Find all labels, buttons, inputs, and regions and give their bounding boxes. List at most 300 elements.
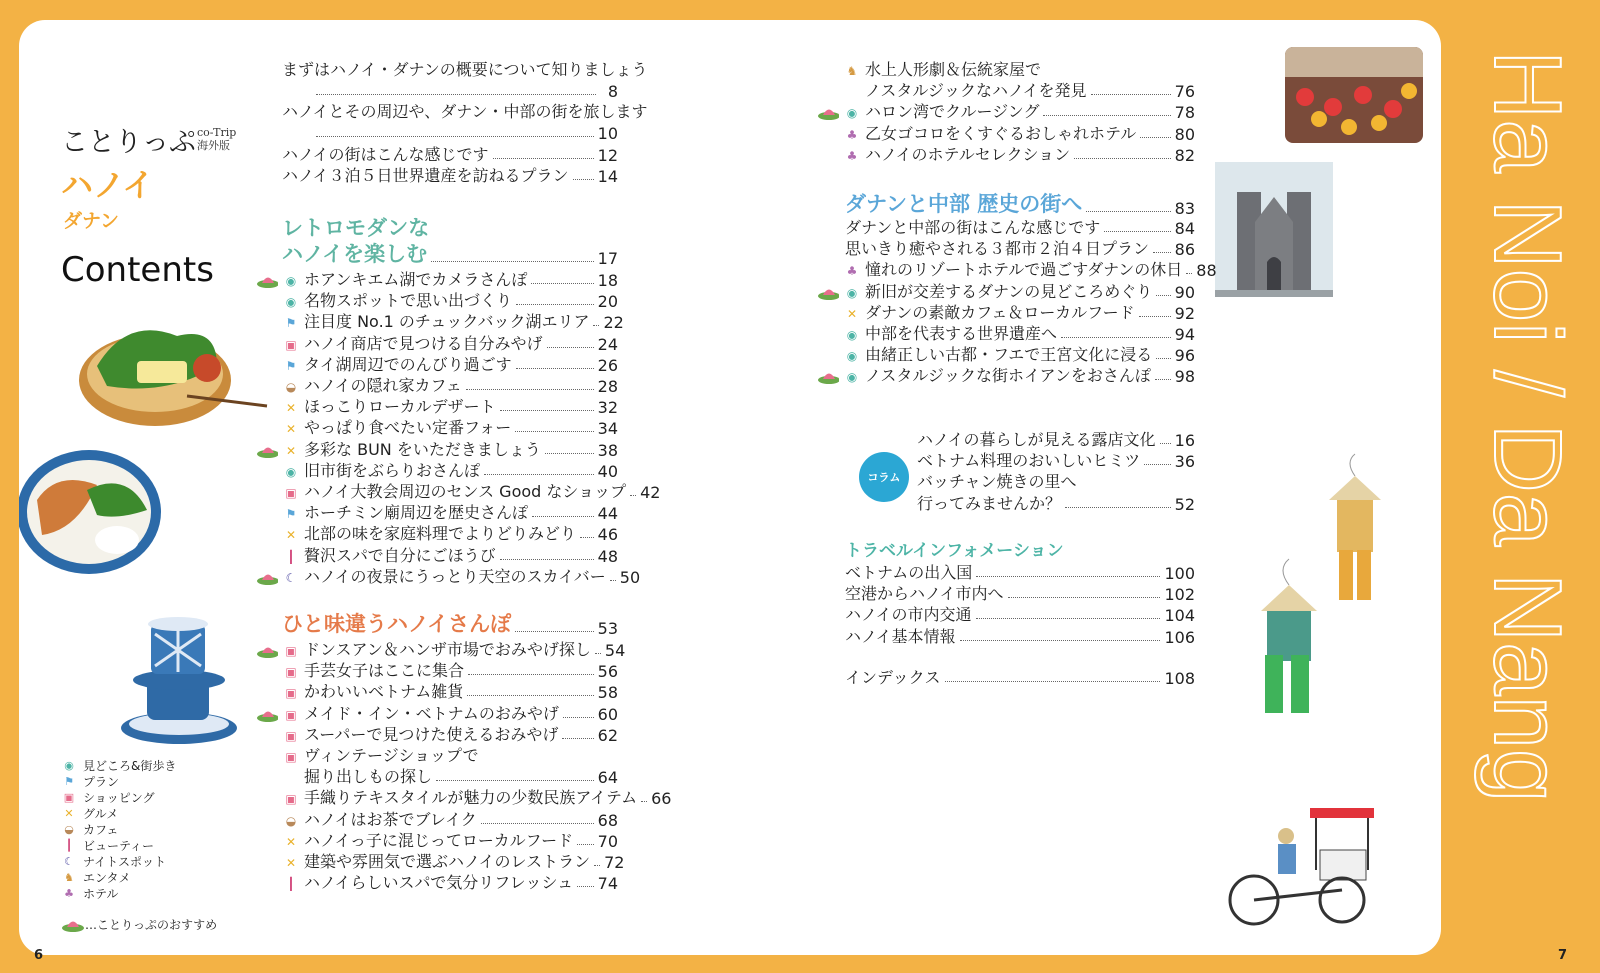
dot-leader: [960, 640, 1161, 641]
toc-entry-page: 102: [1164, 585, 1195, 605]
toc-entry-page: 48: [597, 546, 618, 566]
dot-leader: [547, 347, 594, 348]
bottle-icon: ┃: [287, 549, 295, 564]
toc-entry-page: 46: [597, 525, 618, 545]
section1-title-line2: ハノイを楽しむ: [282, 242, 428, 266]
toc-entry-page: 96: [1174, 346, 1195, 366]
toc-entry-page: 104: [1164, 606, 1195, 626]
puppet-icon: ♞: [64, 870, 74, 884]
toc-entry-title: ハノイ商店で見つける自分みやげ: [304, 333, 543, 353]
dot-leader: [515, 431, 593, 432]
toc-entry-title: 乙女ゴコロをくすぐるおしゃれホテル: [865, 123, 1137, 143]
toc-entry-page: 14: [597, 167, 618, 186]
dot-leader: [493, 158, 594, 159]
dot-leader: [563, 717, 594, 718]
toc-entry: [304, 461, 618, 481]
puppet-icon: ♞: [846, 64, 858, 78]
dot-leader: [594, 865, 600, 866]
toc-entry-page: 98: [1174, 367, 1195, 387]
dot-leader: [976, 618, 1161, 619]
toc-entry-page: 20: [597, 292, 618, 312]
toc-entry-page: 52: [1174, 494, 1195, 514]
camera-icon: ◉: [846, 328, 858, 342]
bottle-icon: ┃: [287, 877, 295, 892]
dot-leader: [641, 801, 647, 802]
dot-leader: [1008, 597, 1161, 598]
toc-entry: [845, 563, 1195, 583]
legend-label: グルメ: [83, 806, 119, 821]
toc-entry-title: ハノイ基本情報: [845, 626, 956, 646]
fork-spoon-icon: ✕: [285, 443, 297, 458]
section1-title-line1: レトロモダンな: [282, 216, 430, 240]
toc-entry: [304, 682, 618, 702]
toc-entry-title: ノスタルジックな街ホイアンをおさんぽ: [865, 366, 1151, 386]
toc-entry-page: 28: [597, 377, 618, 396]
toc-entry: [304, 376, 618, 396]
cup-icon: ◒: [285, 813, 297, 828]
toc-entry: [845, 605, 1195, 625]
dot-leader: [577, 886, 594, 887]
flag-icon: ⚑: [64, 774, 74, 788]
toc-entry-title: ほっこりローカルデザート: [304, 397, 496, 417]
toc-entry-page: 24: [597, 334, 618, 354]
toc-entry: [304, 704, 618, 724]
dot-leader: [484, 474, 594, 475]
dot-leader: [593, 325, 599, 326]
toc-entry-title: ダナンの素敵カフェ＆ローカルフード: [865, 302, 1135, 322]
toc-entry-title: ハノイの市内交通: [845, 605, 972, 625]
toc-entry: [304, 482, 661, 502]
cathedral-photo: [1215, 162, 1333, 297]
toc-entry-title: かわいいベトナム雑貨: [304, 682, 464, 702]
toc-entry: [304, 418, 618, 438]
toc-entry: [845, 218, 1195, 238]
contents-heading: Contents: [61, 250, 214, 290]
dot-leader: [1144, 464, 1170, 465]
dot-leader: [945, 681, 1161, 682]
dot-leader: [436, 780, 594, 781]
brand-block: [61, 120, 237, 159]
fork-spoon-icon: ✕: [846, 306, 858, 321]
legend-label: 見どころ&街歩き: [83, 758, 177, 773]
toc-entry: [304, 746, 618, 766]
bag-icon: ▣: [285, 486, 297, 500]
toc-entry-title: ハノイの街はこんな感じです: [282, 145, 489, 164]
toc-entry: [865, 124, 1195, 144]
toc-entry: [865, 102, 1195, 122]
toc-entry: [304, 767, 618, 787]
bag-icon: ▣: [285, 644, 297, 658]
dot-leader: [431, 261, 594, 262]
toc-entry-title: ホーチミン廟周辺を歴史さんぽ: [304, 503, 529, 523]
lotus-icon: [817, 106, 839, 120]
dot-leader: [630, 495, 636, 496]
dot-leader: [531, 283, 593, 284]
toc-entry: [865, 145, 1195, 165]
toc-entry-page: 88: [1196, 261, 1217, 281]
column-badge: コラム: [859, 452, 909, 502]
toc-entry: [304, 440, 618, 460]
toc-entry-title: 行ってみませんか？: [917, 493, 1062, 513]
toc-entry-title: ハノイはお茶でブレイク: [304, 809, 477, 829]
toc-entry-page: 36: [1174, 452, 1195, 472]
section2-title-row: [282, 610, 618, 638]
dot-leader: [1160, 443, 1171, 444]
legend-item: [61, 789, 176, 805]
toc-entry-page: 54: [604, 641, 626, 660]
dot-leader: [1061, 337, 1171, 338]
toc-entry-page: 22: [603, 313, 624, 333]
bag-icon: ▣: [285, 665, 297, 680]
toc-entry: [304, 566, 641, 587]
lotus-icon: [817, 370, 839, 384]
moon-icon: ☾: [64, 854, 74, 868]
legend-item: [61, 837, 176, 853]
dot-leader: [1186, 273, 1192, 274]
toc-entry-title: ハノイ３泊５日世界遺産を訪ねるプラン: [282, 166, 569, 185]
dot-leader: [610, 580, 616, 581]
dot-leader: [1065, 507, 1171, 508]
camera-icon: ◉: [64, 758, 74, 772]
dot-leader: [316, 94, 596, 95]
lotus-icon: [256, 708, 278, 722]
toc-entry-page: 32: [597, 398, 618, 418]
toc-entry: [282, 145, 618, 165]
bag-icon: ▣: [285, 686, 297, 701]
legend-label: ホテル: [83, 886, 119, 901]
ao-dai-ornament-2: [1237, 555, 1327, 725]
toc-entry: [917, 472, 1195, 492]
toc-entry-title: 手織りテキスタイルが魅力の少数民族アイテム: [304, 788, 638, 808]
toc-entry-title: 手芸女子はここに集合: [304, 661, 465, 681]
toc-entry-title: ホアンキエム湖でカメラさんぽ: [304, 270, 528, 289]
fork-spoon-icon: ✕: [285, 401, 297, 416]
toc-entry-title: バッチャン焼きの里へ: [917, 472, 1077, 492]
section2-page: 53: [597, 619, 618, 638]
toc-entry: [304, 334, 618, 354]
toc-entry-title: 憧れのリゾートホテルで過ごすダナンの休日: [865, 260, 1183, 280]
legend-label: ナイトスポット: [83, 854, 167, 869]
toc-entry: [304, 397, 618, 417]
toc-entry-title: ハノイのホテルセレクション: [865, 144, 1071, 164]
toc-entry: [865, 81, 1195, 101]
dot-leader: [481, 823, 594, 824]
toc-entry: [304, 524, 618, 544]
dot-leader: [1140, 137, 1170, 138]
toc-entry-title: 旧市街をぶらりおさんぽ: [304, 460, 481, 480]
toc-entry: [304, 503, 618, 523]
toc-entry: [304, 810, 618, 830]
toc-entry-page: 62: [597, 725, 618, 745]
dot-leader: [1091, 94, 1171, 95]
toc-entry-page: 74: [597, 874, 618, 894]
dot-leader: [466, 389, 594, 390]
lotus-icon: [817, 286, 839, 300]
camera-icon: ◉: [846, 285, 858, 300]
toc-entry-title: 注目度 No.1 のチュックバック湖エリア: [304, 312, 590, 332]
toc-entry-title: ハノイの隠れ家カフェ: [304, 376, 462, 395]
coffee-cup-photo: [117, 610, 247, 750]
lotus-icon: [256, 571, 278, 585]
toc-entry: [845, 239, 1195, 259]
toc-entry-title: ダナンと中部の街はこんな感じです: [845, 218, 1101, 237]
toc-entry: [304, 355, 618, 375]
toc-entry-page: 106: [1164, 627, 1195, 647]
toc-entry-title: 空港からハノイ市内へ: [845, 584, 1004, 604]
toc-entry-page: 84: [1174, 219, 1195, 238]
toc-entry-title: ベトナムの出入国: [845, 563, 973, 582]
page-number-left: 6: [34, 948, 44, 963]
toc-entry-page: 38: [597, 440, 618, 460]
toc-entry: [917, 451, 1195, 471]
camera-icon: ◉: [285, 464, 297, 479]
toc-entry-title: メイド・イン・ベトナムのおみやげ: [304, 703, 559, 723]
legend-label: ビューティー: [83, 838, 155, 853]
toc-entry-page: 86: [1174, 240, 1195, 260]
bag-icon: ▣: [285, 728, 297, 743]
fork-spoon-icon: ✕: [285, 422, 297, 437]
cyclo-photo: [1224, 800, 1399, 930]
toc-entry-page: 78: [1174, 103, 1195, 123]
legend-label: ショッピング: [83, 790, 155, 805]
toc-entry: [845, 627, 1195, 647]
toc-entry: [304, 852, 625, 872]
legend-item: [61, 853, 176, 869]
toc-entry-page: 76: [1174, 82, 1195, 102]
dot-leader: [577, 844, 594, 845]
section1-title-row: [282, 240, 618, 268]
toc-entry-title: 中部を代表する世界遺産へ: [865, 324, 1058, 343]
logo-sub: [197, 126, 236, 152]
dot-leader: [1139, 316, 1171, 317]
moon-icon: ☾: [285, 570, 297, 585]
toc-entry-title: ハノイ大教会周辺のセンス Good なショップ: [304, 482, 627, 501]
toc-entry: [304, 312, 624, 333]
toc-entry-title: 新旧が交差するダナンの見どころめぐり: [865, 281, 1153, 301]
toc-entry-page: 56: [597, 662, 618, 682]
legend-item: [61, 885, 176, 901]
toc-entry-page: 64: [597, 768, 618, 788]
lantern-street-photo: [1285, 47, 1423, 143]
toc-entry: [917, 494, 1195, 514]
fork-spoon-icon: ✕: [285, 856, 297, 870]
dot-leader: [545, 453, 594, 454]
fork-spoon-icon: ✕: [285, 834, 297, 849]
fork-spoon-icon: ✕: [285, 528, 297, 543]
toc-entry-title: ベトナム料理のおいしいヒミツ: [917, 451, 1141, 471]
cup-icon: ◒: [64, 822, 74, 836]
dot-leader: [595, 653, 601, 654]
toc-entry: [304, 788, 672, 809]
toc-entry-page: 40: [597, 461, 618, 481]
dot-leader: [1156, 295, 1170, 296]
toc-entry-page: 26: [597, 355, 618, 375]
toc-entry-title: ハノイらしいスパで気分リフレッシュ: [304, 873, 574, 893]
logo-cotrip: co-Trip: [197, 126, 237, 139]
section4-title: トラベルインフォメーション: [845, 541, 1064, 561]
toc-entry-title: 多彩な BUN をいただきましょう: [304, 439, 541, 459]
toc-entry: [282, 166, 618, 186]
legend-item: [61, 821, 176, 837]
section3-page: 83: [1174, 199, 1195, 218]
toc-entry-page: 16: [1174, 431, 1195, 450]
dot-leader: [516, 368, 594, 369]
toc-entry-title: インデックス: [845, 668, 941, 687]
dot-leader: [500, 559, 594, 560]
camera-icon: ◉: [285, 274, 297, 288]
toc-entry: [865, 366, 1195, 386]
toc-entry-page: 34: [597, 419, 618, 439]
bag-icon: ▣: [285, 750, 297, 764]
dot-leader: [316, 136, 594, 137]
dot-leader: [515, 631, 594, 632]
toc-entry-page: 12: [597, 146, 618, 165]
dot-leader: [976, 576, 1160, 577]
toc-entry-title: ハノイっ子に混じってローカルフード: [304, 830, 574, 850]
dot-leader: [1043, 115, 1170, 116]
toc-entry-title: ドンスアン＆ハンザ市場でおみやげ探し: [304, 640, 591, 659]
toc-entry-page: 42: [640, 483, 661, 502]
toc-entry: [865, 60, 1195, 80]
fork-spoon-icon: ✕: [64, 806, 74, 820]
toc-entry-page: 50: [619, 567, 641, 587]
toc-entry-page: 108: [1164, 669, 1195, 688]
toc-entry-title: 思いきり癒やされる３都市２泊４日プラン: [845, 239, 1150, 259]
hanoi-title: ハノイ: [61, 166, 155, 204]
toc-entry-title: タイ湖周辺でのんびり過ごす: [304, 354, 512, 374]
toc-entry-page: 90: [1174, 282, 1195, 302]
toc-entry: [865, 303, 1195, 323]
toc-entry-title: スーパーで見つけた使えるおみやげ: [304, 724, 559, 744]
toc-entry: [304, 831, 618, 851]
section3-title: ダナンと中部 歴史の街へ: [845, 192, 1083, 216]
dot-leader: [1155, 379, 1171, 380]
toc-entry-title: ハロン湾でクルージング: [865, 102, 1040, 122]
lamp-icon: ♣: [846, 264, 858, 279]
kotorip-logo: ことりっぷ: [61, 127, 196, 158]
toc-entry-title: 北部の味を家庭料理でよりどりみどり: [304, 524, 577, 544]
legend-item: [61, 869, 176, 885]
camera-icon: ◉: [285, 295, 297, 310]
page-number-right: 7: [1558, 948, 1568, 963]
toc-entry-title: ヴィンテージショップで: [304, 746, 479, 765]
dot-leader: [1104, 231, 1170, 232]
toc-entry: [865, 282, 1195, 302]
bottle-icon: ┃: [65, 838, 73, 852]
recommend-label: …ことりっぷのおすすめ: [85, 918, 218, 932]
toc-entry-title: 贅沢スパで自分にごほうび: [304, 545, 496, 565]
dot-leader: [467, 695, 593, 696]
toc-entry-title: 建築や雰囲気で選ぶハノイのレストラン: [304, 852, 591, 871]
lotus-icon: [256, 274, 278, 288]
flag-icon: ⚑: [285, 507, 297, 522]
dot-leader: [516, 304, 594, 305]
toc-entry-page: 66: [651, 789, 672, 809]
toc-entry-page: 80: [1174, 124, 1195, 144]
toc-entry: [865, 260, 1217, 281]
dot-leader: [580, 537, 594, 538]
dot-leader: [1156, 358, 1170, 359]
dot-leader: [500, 410, 594, 411]
toc-entry-title: 由緒正しい古都・フエで王宮文化に浸る: [865, 345, 1153, 365]
toc-entry: [845, 584, 1195, 604]
bag-icon: ▣: [285, 707, 297, 722]
toc-entry: [304, 661, 618, 681]
bag-icon: ▣: [63, 790, 75, 804]
toc-entry-title: 水上人形劇＆伝統家屋で: [865, 60, 1042, 79]
dot-leader: [1086, 211, 1170, 212]
legend-item: [61, 757, 176, 773]
lotus-icon: [256, 644, 278, 658]
lamp-icon: ♣: [846, 148, 858, 163]
lotus-icon: [256, 444, 278, 458]
dot-leader: [1074, 158, 1171, 159]
icon-legend: [61, 757, 176, 901]
cup-icon: ◒: [285, 380, 297, 394]
lamp-icon: ♣: [846, 127, 858, 142]
toc-entry-page: 92: [1174, 303, 1195, 323]
camera-icon: ◉: [846, 106, 858, 121]
dot-leader: [573, 179, 594, 180]
lotus-icon: [61, 918, 85, 932]
flag-icon: ⚑: [285, 358, 297, 373]
food-platter-photo: [67, 306, 277, 436]
toc-entry-page: 60: [597, 704, 618, 724]
toc-entry-page: 70: [597, 831, 618, 851]
toc-entry-title: やっぱり食べたい定番フォー: [304, 418, 512, 438]
toc-entry-title: 掘り出しもの探し: [304, 767, 433, 787]
toc-entry-page: 68: [597, 810, 618, 830]
bag-icon: ▣: [285, 337, 297, 352]
toc-entry-page: 18: [597, 271, 618, 290]
section2-title: ひと味違うハノイさんぽ: [282, 612, 512, 636]
toc-entry-title: 名物スポットで思い出づくり: [304, 291, 513, 311]
legend-label: プラン: [83, 774, 120, 789]
toc-entry-title: ハノイとその周辺や、ダナン・中部の街を旅します: [282, 102, 648, 121]
plate-photo: [19, 440, 177, 580]
toc-entry-title: ハノイの夜景にうっとり天空のスカイバー: [304, 566, 606, 586]
toc-entry-page: 10: [597, 124, 618, 143]
dot-leader: [1153, 252, 1171, 253]
recommend-legend: [61, 916, 217, 933]
lamp-icon: ♣: [64, 886, 74, 900]
vertical-title: [1455, 30, 1585, 930]
legend-item: [61, 805, 176, 821]
toc-entry-title: ノスタルジックなハノイを発見: [865, 81, 1087, 101]
toc-entry: [304, 873, 618, 893]
vertical-title-text: Ha Noi / Da Nang: [1474, 50, 1581, 803]
toc-entry-page: 72: [604, 853, 625, 872]
toc-entry-page: 100: [1164, 564, 1195, 583]
toc-entry: [304, 725, 618, 745]
section1-page: 17: [597, 249, 618, 268]
bag-icon: ▣: [285, 792, 297, 807]
dot-leader: [532, 516, 594, 517]
toc-entry: [282, 102, 648, 122]
danang-title: ダナン: [63, 210, 120, 232]
toc-entry: [282, 60, 648, 80]
flag-icon: ⚑: [285, 316, 297, 331]
dot-leader: [562, 738, 593, 739]
section3-title-row: [845, 190, 1195, 218]
logo-kaigai: 海外版: [197, 139, 230, 152]
toc-entry-page: 8: [607, 82, 618, 101]
toc-entry-page: 82: [1174, 145, 1195, 165]
toc-entry: [304, 546, 618, 566]
toc-entry-continuation: [312, 81, 618, 101]
camera-icon: ◉: [846, 370, 858, 385]
toc-entry: [304, 270, 618, 290]
